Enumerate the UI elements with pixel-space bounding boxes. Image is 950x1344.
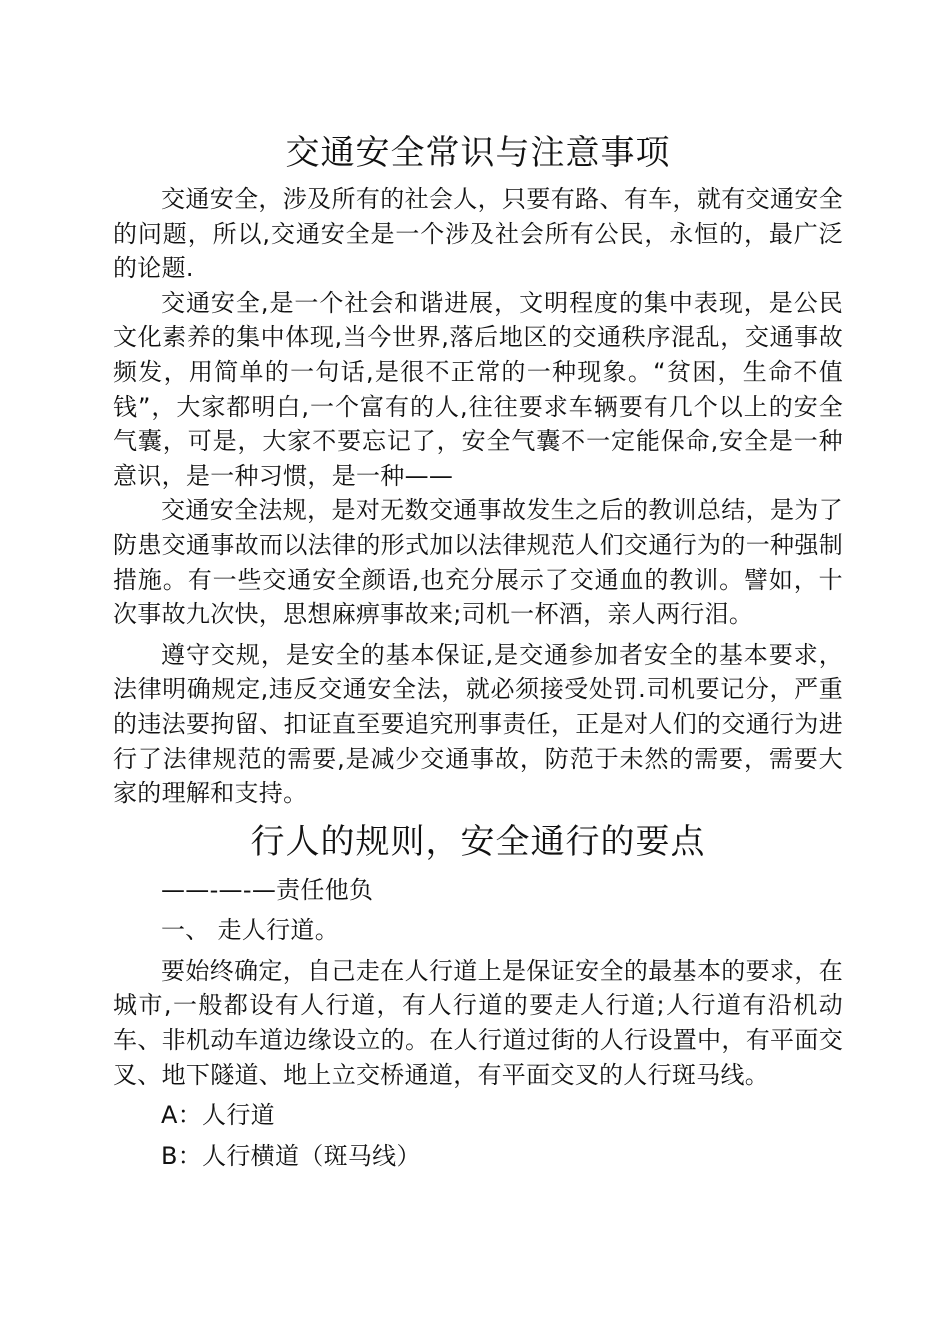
section-heading: 行人的规则，安全通行的要点 [250,821,706,862]
document-title: 交通安全常识与注意事项 [285,133,671,173]
paragraph-harmony: 交通安全,是一个社会和谐进展，文明程度的集中表现，是公民文化素养的集中体现,当今世界,落后地区的交通秩序混乱，交通事故频发，用简单的一句话,是很不正常的一种现象。“贫困，生命不值钱”，大家都明白,一个富有的人,往往要求车辆要有几个以上的安全气囊，可是，大家不要忘记了，安全气囊不一定能保命,安全是一种意识，是一种习惯，是一种—— [113,288,843,490]
section-byline: ——-—-—责任他负 [161,875,374,904]
paragraph-regulations: 交通安全法规，是对无数交通事故发生之后的教训总结，是为了防患交通事故而以法律的形式加以法律规范人们交通行为的一种强制措施。有一些交通安全颜语,也充分展示了交通血的教训。譬如，十次事故九次快，思想麻痹事故来;司机一杯酒，亲人两行泪。 [113,496,843,629]
list-item-sidewalk: A：人行道 [161,1101,275,1130]
paragraph-intro: 交通安全，涉及所有的社会人，只要有路、有车，就有交通安全的问题，所以,交通安全是一个涉及社会所有公民，永恒的，最广泛的论题. [113,185,843,283]
list-item-crosswalk: B：人行横道（斑马线） [161,1141,421,1170]
document-content [113,128,843,1173]
paragraph-sidewalk: 要始终确定，自己走在人行道上是保证安全的最基本的要求，在城市,一般都设有人行道，有人行道的要走人行道;人行道有沿机动车、非机动车道边缘设立的。在人行道过街的人行设置中，有平面交叉、地下隧道、地上立交桥通道，有平面交叉的人行斑马线。 [113,956,843,1089]
item-heading: 一、 走人行道。 [161,916,340,945]
paragraph-compliance: 遵守交规，是安全的基本保证,是交通参加者安全的基本要求，法律明确规定,违反交通安全法，就必须接受处罚.司机要记分，严重的违法要拘留、扣证直至要追究刑事责任，正是对人们的交通行为进行了法律规范的需要,是减少交通事故，防范于未然的需要，需要大家的理解和支持。 [113,640,843,808]
